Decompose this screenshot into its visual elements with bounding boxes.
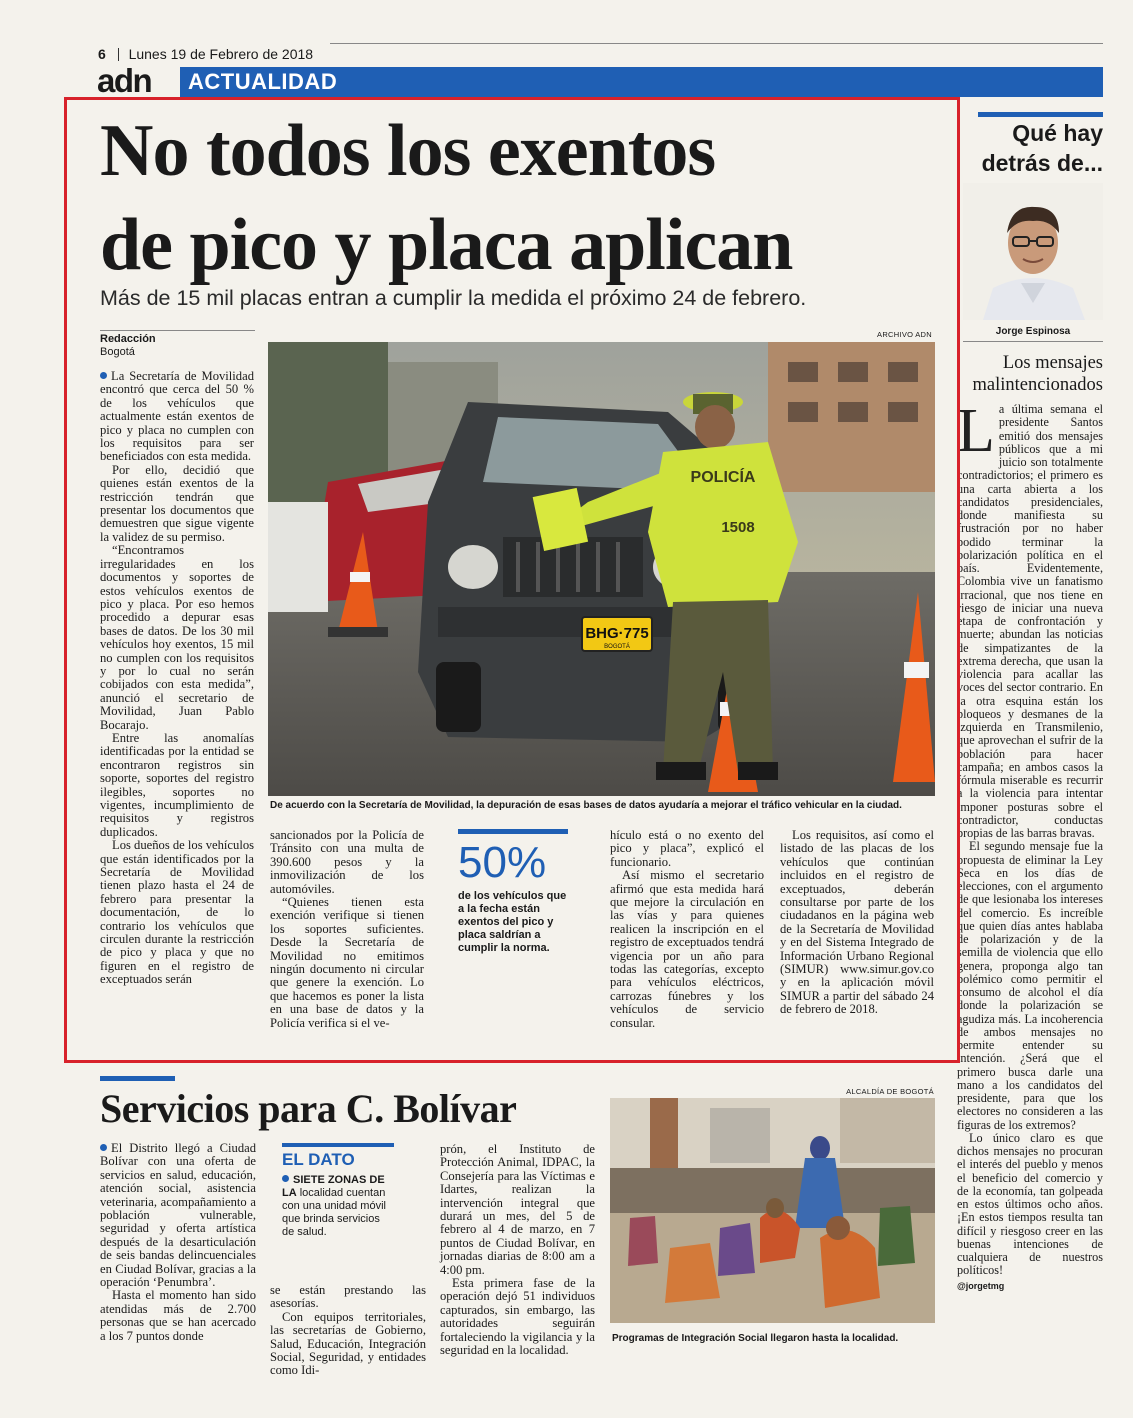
column-title-line-1: Los mensajes	[1002, 353, 1103, 373]
dato-title: EL DATO	[282, 1150, 355, 1169]
opinion-p2: El segundo mensaje fue la propuesta de eliminar la Ley Seca en los días de elecciones, con el argumento de que lesionaba los intereses del comercio. Es increíble que quien días antes hablaba de polarización y de la semilla de violencia que ello genera, proponga algo tan polémico como permitir el consumo de alcohol el día donde la polarización se agudiza más. La incoherencia de ambos mensajes no permite entender su intención. ¿Será que el primero busca darle una mano a los candidatos del presidente, para que los electores no consideren a las figuras de los extremos?	[957, 839, 1103, 1132]
second-photo	[610, 1098, 935, 1323]
second-story-rule	[100, 1076, 175, 1081]
main-col2-p2: “Quienes tienen esta exención verifique si tienen los soportes suficientes. Desde la Secretaría de Movilidad no emitimos ningún documento ni circular que genere la exención. Lo que hacemos es poner la lista en una base de datos y la Policía verifica si el ve-	[270, 895, 424, 1030]
byline-name: Redacción	[100, 333, 156, 345]
sidebar-title-line-1: Qué hay	[1012, 120, 1103, 146]
second-col2-p2: Con equipos territoriales, las secretarías de Gobierno, Salud, Educación, Integración Social, Seguridad, y entidades como Idi-	[270, 1309, 426, 1378]
second-col3-p1: prón, el Instituto de Protección Animal, IDPAC, la Consejería para las Víctimas e Idartes, realizan la intervención integral que durará un mes, del 5 de febrero al 4 de marzo, en 7 puntos de Ciudad Bolívar, en jornadas diarias de 8:00 am a 4:00 pm.	[440, 1142, 595, 1277]
section-bar	[180, 67, 1103, 97]
dropcap: L	[957, 397, 995, 465]
main-col-3	[610, 829, 764, 1030]
stat-value: 50%	[458, 838, 547, 887]
main-col3-p2: Así mismo el secretario afirmó que esta medida hará que mejore la circulación en las vías y para quienes realicen la inscripción en el registro de exceptuados tendrá vigencia por un año para todas las categorías, excepto para vehículos eléctricos, carrozas fúnebres y los vehículos de servicio consular.	[610, 868, 764, 1030]
byline-city: Bogotá	[100, 346, 135, 358]
main-col1-p5: Los dueños de los vehículos que están identificados por la Secretaría de Movilidad tienen plazo hasta el 24 de febrero para presentar la documentación, de lo contrario los vehículos que circulen durante la restricción de pico y placa y que no figuren en el registro de exceptuados serán	[100, 838, 255, 987]
bullet-dot-icon	[100, 1144, 107, 1151]
main-col1-p4: Entre las anomalías identificadas por la entidad se encontraron registros sin soporte, soportes del registro ilegibles, soportes no vigentes, incumplimiento de requisitos y registros duplicados.	[100, 730, 254, 839]
main-col-2	[270, 829, 424, 1030]
adn-logo: adn	[97, 62, 152, 99]
page-number: 6	[98, 46, 106, 62]
main-col3-p1: hículo está o no exento del pico y placa”, explicó el funcionario.	[610, 828, 764, 869]
section-label: ACTUALIDAD	[188, 69, 338, 94]
main-col1-p1: La Secretaría de Movilidad encontró que cerca del 50 % de los vehículos que actualmente están exentos de pico y placa no cumplen con los requisitos para ser beneficiados con esta medida.	[100, 369, 254, 464]
stat-box	[458, 829, 568, 955]
author-photo	[963, 183, 1103, 320]
main-col1-p2: Por ello, decidió que quienes están exentos de la restricción tendrán que presentar los documentos que demuestren que sigue vigente la validez de su permiso.	[100, 462, 254, 544]
second-photo-caption: Programas de Integración Social llegaron hasta la localidad.	[612, 1333, 899, 1344]
dancers-photo	[610, 1098, 935, 1323]
second-col1-p2: Hasta el momento han sido atendidas más de 2.700 personas que se han acercado a los 7 puntos donde	[100, 1288, 256, 1343]
second-col1-p1: El Distrito llegó a Ciudad Bolívar con una oferta de servicios en salud, educación, atención social, asistencia veterinaria, acompañamiento a población vulnerable, seguridad y oferta artística después de la desarticulación de seis bandas delincuenciales en Ciudad Bolívar, gracias a la operación ‘Penumbra’.	[100, 1141, 256, 1290]
main-col-4	[780, 829, 934, 1017]
column-title-line-2: malintencionados	[972, 375, 1103, 395]
second-photo-credit: ALCALDÍA DE BOGOTÁ	[846, 1087, 934, 1096]
stat-rule	[458, 829, 568, 834]
second-col-3	[440, 1143, 595, 1358]
bullet-dot-icon	[100, 372, 107, 379]
vest-number: 1508	[721, 519, 755, 536]
main-col1-p3: “Encontramos irregularidades en los documentos y soportes de estos vehículos exentos de pico y placa. Por eso hemos procedido a depurar esas bases de datos. De los 30 mil vehículos hoy exentos, 15 mil no cumplen con los requisitos y por lo cual no serán cobijados con esta medida”, anunció el secretario de Movilidad, Juan Pablo Bocarajo.	[100, 543, 254, 732]
folio	[98, 46, 313, 62]
author-handle: @jorgetmg	[957, 1280, 1005, 1291]
main-col-1	[100, 370, 254, 987]
issue-date: Lunes 19 de Febrero de 2018	[128, 46, 314, 62]
main-col4-p1: Los requisitos, así como el listado de las placas de los vehículos que continúan incluidos en el registro de exceptuados, deberán consultarse por parte de los ciudadanos en la página web de la Secretaría de Movilidad y en del Sistema Integrado de Información Urbano Regional (SIMUR) www.simur.gov.co y en la aplicación móvil SIMUR a partir del sábado 24 de febrero de 2018.	[780, 828, 934, 1017]
stat-text: de los vehículos que a la fecha están exentos del pico y placa saldrían a cumplir la norma.	[458, 890, 567, 954]
opinion-text	[957, 397, 1103, 1293]
main-photo	[268, 342, 935, 796]
vest-text: POLICÍA	[690, 469, 756, 486]
second-col-2	[270, 1284, 426, 1378]
subhead: Más de 15 mil placas entran a cumplir la medida el próximo 24 de febrero.	[100, 286, 807, 310]
header-rule	[330, 43, 1103, 44]
dato-rule	[282, 1143, 394, 1147]
main-photo-caption: De acuerdo con la Secretaría de Movilidad, la depuración de esas bases de datos ayudaría a mejorar el tráfico vehicular en la ciudad.	[270, 800, 902, 811]
bullet-dot-icon	[282, 1175, 289, 1182]
headline-line-2: de pico y placa aplican	[100, 204, 793, 286]
author-rule	[963, 341, 1103, 342]
sidebar-title-line-2: detrás de...	[981, 150, 1103, 176]
plate-number: BHG·775	[585, 625, 649, 642]
headline	[100, 104, 792, 292]
opinion-lead: La última semana el presidente Santos emitió dos mensajes públicos que a mi juicio son totalmente contradictorios; el primero es una carta abierta a los candidatos presidenciales, donde manifiesta su frustración por no haber podido terminar la polarización política en el país. Evidentemente, Colombia vive un fanatismo irracional, que nos tiene en riesgo de iniciar una nueva etapa de confrontación y muerte; abundan las noticias de simpatizantes de la extrema derecha, que usan la violencia para acallar las voces del sector contrario. En la otra esquina están los bloqueos y desmanes de la izquierda en Transmilenio, que aprovechan el sufrir de la población para hacer campaña; en ambos casos la fórmula miserable es recurrir a la violencia para intentar imponer posturas sobre el contradictor, conductas propias de las barras bravas.	[957, 397, 1103, 840]
author-portrait	[963, 183, 1103, 320]
plate-city: BOGOTÁ	[604, 644, 630, 650]
dato-box	[282, 1143, 394, 1239]
byline-rule	[100, 330, 255, 331]
opinion-p3: Lo único claro es que dichos mensajes no procuran el interés del pueblo y menos el beneficio del comercio y de la economía, tan golpeada en estos últimos ocho años. ¡En estos tiempos resulta tan difícil y riesgoso creer en las buenas intenciones de cualquiera de nuestros políticos!	[957, 1130, 1103, 1278]
second-col2-p1: se están prestando las asesorías.	[270, 1283, 426, 1311]
second-col-1	[100, 1142, 256, 1343]
column-title	[950, 352, 1103, 396]
dato-text: SIETE ZONAS DE LA localidad cuentan con una unidad móvil que brinda servicios de salud.	[282, 1174, 386, 1238]
sidebar-title	[955, 118, 1103, 178]
headline-line-1: No todos los exentos	[100, 110, 716, 192]
byline	[100, 333, 156, 359]
main-col2-p1: sancionados por la Policía de Tránsito con una multa de 390.600 pesos y la inmovilización de los automóviles.	[270, 828, 424, 896]
author-name: Jorge Espinosa	[995, 326, 1071, 337]
second-headline: Servicios para C. Bolívar	[100, 1086, 517, 1131]
second-col3-p2: Esta primera fase de la operación dejó 51 individuos capturados, sin embargo, las autoridades seguirán fortaleciendo la vigilancia y la seguridad en la localidad.	[440, 1276, 595, 1358]
police-traffic-photo	[268, 342, 935, 796]
sidebar-top-rule	[978, 112, 1103, 117]
photo-credit: ARCHIVO ADN	[877, 330, 932, 339]
